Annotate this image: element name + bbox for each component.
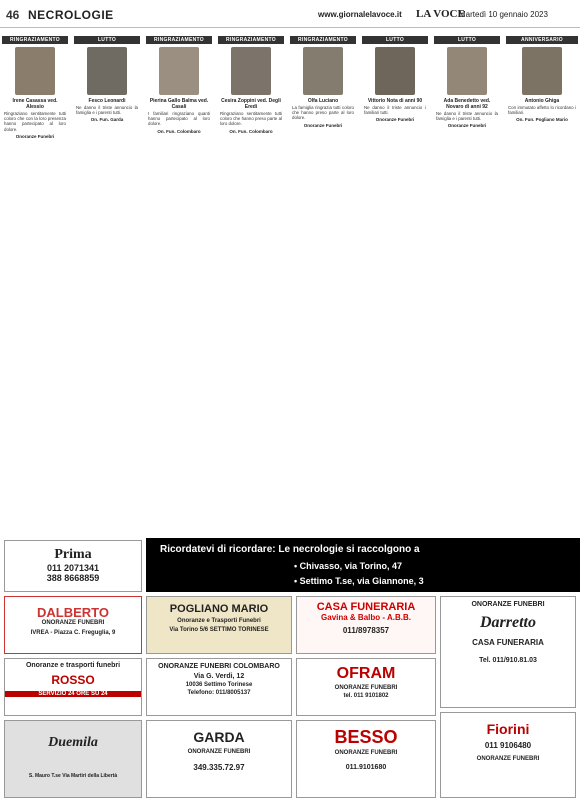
ad-ofram[interactable] <box>296 658 436 716</box>
portrait-photo <box>522 47 562 95</box>
deceased-name: Ada Benedetto ved. Novaro di anni 92 <box>443 98 491 110</box>
notice-body: Ne danno il triste annuncio i familiari tutti. <box>364 105 426 116</box>
ad-phone: tel. 011 9101802 <box>343 693 389 699</box>
ad-name: CASA FUNERARIA <box>316 601 416 613</box>
ad-phone: 011 9106480 <box>484 741 532 750</box>
portrait-photo <box>231 47 271 95</box>
ad-phone: Tel. 011/910.81.03 <box>479 657 537 664</box>
deceased-name: Irene Casassa ved. Alessio <box>12 98 58 110</box>
notice-column <box>290 36 356 536</box>
deceased-name: Cesira Zoppini ved. Degli Eredi <box>221 98 281 110</box>
notice-type: ANNIVERSARIO <box>506 36 578 44</box>
funeral-home-signature: On. Fun. Colombaro <box>229 128 273 134</box>
funeral-home-signature: Onoranze Funebri <box>15 133 55 139</box>
ad-phone: 011/8978357 <box>342 626 390 635</box>
ad-phone: Telefono: 011/8005137 <box>187 690 251 696</box>
portrait-photo <box>87 47 127 95</box>
deceased-name: Pierina Gallo Balma ved. Casali <box>149 98 209 110</box>
issue-date: Martedì 10 gennaio 2023 <box>459 10 548 19</box>
ad-phone: 011 2071341 <box>46 563 100 573</box>
notice-type: RINGRAZIAMENTO <box>290 36 356 44</box>
notice-type: LUTTO <box>434 36 500 44</box>
portrait-photo <box>303 47 343 95</box>
notice-column <box>506 36 578 536</box>
ad-subtitle: CASA FUNERARIA <box>472 638 544 647</box>
ad-mobile: 388 8668859 <box>46 573 100 583</box>
notice-type: LUTTO <box>74 36 140 44</box>
ad-subtitle: Onoranze e trasporti funebri <box>25 662 121 669</box>
ad-fiorini[interactable] <box>440 712 576 798</box>
ad-address: Via Torino 5/6 SETTIMO TORINESE <box>169 627 269 633</box>
ad-subtitle: ONORANZE FUNEBRI <box>334 685 398 691</box>
deceased-name: Antonio Ghiga <box>524 98 560 104</box>
funeral-home-signature: Onoranze Funebri <box>303 122 343 128</box>
ad-subtitle: ONORANZE FUNEBRI <box>187 749 251 755</box>
notice-body: La famiglia ringrazia tutti coloro che hanno preso parte al loro dolore. <box>292 105 354 121</box>
ad-phone: 349.335.72.97 <box>193 763 245 772</box>
portrait-photo <box>375 47 415 95</box>
funeral-home-signature: On. Fun. Pogliano Mario <box>516 117 568 123</box>
ad-name: ONORANZE FUNEBRI COLOMBARO <box>158 663 280 670</box>
ad-pogliano[interactable] <box>146 596 292 654</box>
banner-title: Ricordatevi di ricordare: Le necrologie si raccolgono a <box>160 544 420 555</box>
ad-darretto[interactable] <box>440 596 576 708</box>
ad-brand: Darretto <box>480 614 536 631</box>
ad-name: Prima <box>54 547 92 562</box>
ad-name: ROSSO <box>51 673 95 687</box>
ad-name: GARDA <box>193 729 245 745</box>
ad-garda[interactable] <box>146 720 292 798</box>
deceased-name: Fesco Leonardi <box>88 98 126 104</box>
ad-subtitle: ONORANZE FUNEBRI <box>334 750 398 756</box>
ad-name: Fiorini <box>486 721 530 737</box>
notice-body: Ne danno il triste annuncio la famiglia e i parenti tutti. <box>76 105 138 116</box>
ad-dalberto[interactable] <box>4 596 142 654</box>
ad-address: IVREA - Piazza C. Freguglia, 9 <box>30 630 116 636</box>
page-header <box>0 0 580 28</box>
notice-body: Ne danno il triste annuncio la famiglia e i parenti tutti. <box>436 111 498 122</box>
ad-service: SERVIZIO 24 ORE SU 24 <box>5 691 141 697</box>
funeral-home-signature: On. Fun. Colombaro <box>157 128 201 134</box>
ad-duemila[interactable] <box>4 720 142 798</box>
notice-body: I familiari ringraziano quanti hanno partecipato al loro dolore. <box>148 111 210 127</box>
ad-phone: 011.9101680 <box>345 764 387 771</box>
ad-city: 10036 Settimo Torinese <box>185 682 253 688</box>
portrait-photo <box>447 47 487 95</box>
notice-type: LUTTO <box>362 36 428 44</box>
ad-name: Duemila <box>48 735 98 750</box>
notice-type: RINGRAZIAMENTO <box>2 36 68 44</box>
portrait-photo <box>15 47 55 95</box>
site-url[interactable]: www.giornalelavoce.it <box>318 10 402 19</box>
funeral-home-signature: Onoranze Funebri <box>375 117 415 123</box>
ad-name: DALBERTO <box>37 605 109 620</box>
ad-subtitle: Gavina & Balbo - A.B.B. <box>321 613 411 622</box>
notice-body: Ringraziano sentitamente tutti coloro che con la loro presenza hanno partecipato al loro dolore. <box>4 111 66 132</box>
notice-column <box>218 36 284 536</box>
ad-gavina-balbo[interactable] <box>296 596 436 654</box>
collection-points-banner <box>146 538 580 592</box>
ad-name: ONORANZE FUNEBRI <box>471 601 545 608</box>
ad-subtitle: ONORANZE FUNEBRI <box>476 756 540 762</box>
ad-subtitle: ONORANZE FUNEBRI <box>41 620 105 626</box>
notice-column <box>74 36 140 536</box>
notice-type: RINGRAZIAMENTO <box>146 36 212 44</box>
section-title: NECROLOGIE <box>28 8 114 22</box>
ad-rosso[interactable] <box>4 658 142 716</box>
newspaper-brand: LA VOCE <box>416 8 465 20</box>
ad-prima[interactable] <box>4 540 142 592</box>
notice-column <box>146 36 212 536</box>
ad-address: Via G. Verdi, 12 <box>193 673 245 680</box>
banner-location-chivasso: • Chivasso, via Torino, 47 <box>294 561 403 571</box>
funeral-home-signature: Onoranze Funebri <box>447 123 487 129</box>
funeral-home-signature: On. Fun. Garda <box>90 117 124 123</box>
ad-besso[interactable] <box>296 720 436 798</box>
notice-body: Con immutato affetto lo ricordano i familiari. <box>508 105 576 116</box>
ad-subtitle: Onoranze e Trasporti Funebri <box>177 618 261 624</box>
ad-colombaro[interactable] <box>146 658 292 716</box>
notice-body: Ringraziano sentitamente tutti coloro che hanno preso parte al loro dolore. <box>220 111 282 127</box>
banner-location-settimo: • Settimo T.se, via Giannone, 3 <box>294 576 424 586</box>
notice-column <box>434 36 500 536</box>
ad-name: BESSO <box>334 727 398 747</box>
obituary-notices <box>0 36 580 536</box>
portrait-photo <box>159 47 199 95</box>
notice-column <box>2 36 68 536</box>
ad-address: S. Mauro T.se Via Martiri della Libertà <box>28 773 118 779</box>
deceased-name: Vittorio Nota di anni 90 <box>367 98 423 104</box>
page-number: 46 <box>6 8 20 22</box>
deceased-name: Olfa Luciano <box>307 98 339 104</box>
notice-type: RINGRAZIAMENTO <box>218 36 284 44</box>
ad-name: OFRAM <box>336 665 396 682</box>
notice-column <box>362 36 428 536</box>
ad-name: POGLIANO MARIO <box>169 603 269 615</box>
